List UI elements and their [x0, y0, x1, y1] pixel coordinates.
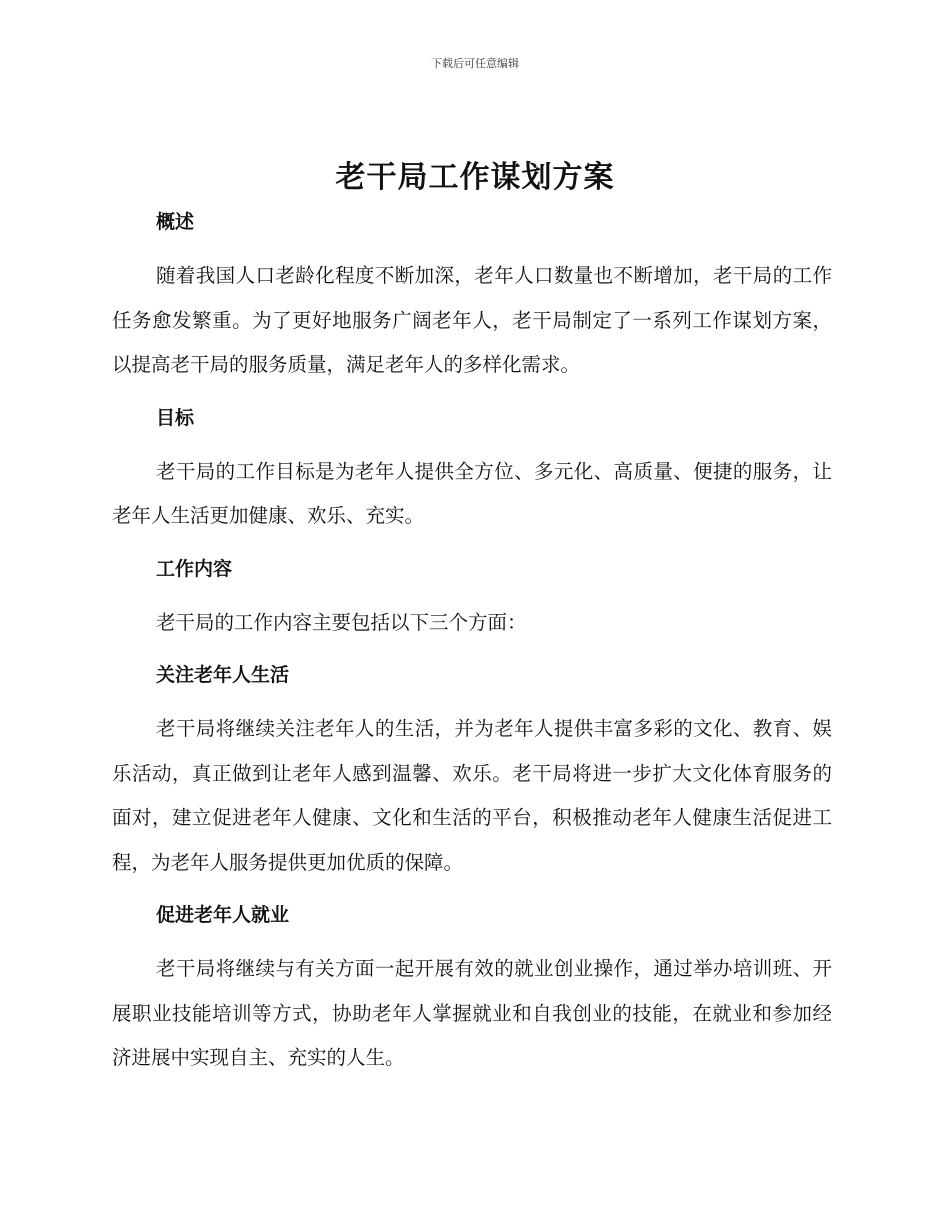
section-heading-goal: 目标 [156, 406, 195, 429]
header-note: 下载后可任意编辑 [431, 57, 519, 70]
section-paragraph-employment: 老干局将继续与有关方面一起开展有效的就业创业操作，通过举办培训班、开展职业技能培训等方式，协助老年人掌握就业和自我创业的技能，在就业和参加经济进展中实现自主、充实的人生。 [112, 957, 832, 1069]
document-body [112, 198, 832, 1087]
section-paragraph-goal: 老干局的工作目标是为老年人提供全方位、多元化、高质量、便捷的服务，让老年人生活更加健康、欢乐、充实。 [112, 459, 832, 527]
section-paragraph-work-content: 老干局的工作内容主要包括以下三个方面： [156, 610, 527, 634]
section-paragraph-overview: 随着我国人口老龄化程度不断加深，老年人口数量也不断增加，老干局的工作任务愈发繁重。为了更好地服务广阔老年人，老干局制定了一系列工作谋划方案，以提高老干局的服务质量，满足老年人的多样化需求。 [112, 264, 832, 376]
section-paragraph-care-life: 老干局将继续关注老年人的生活，并为老年人提供丰富多彩的文化、教育、娱乐活动，真正做到让老年人感到温馨、欢乐。老干局将进一步扩大文化体育服务的面对，建立促进老年人健康、文化和生活的平台，积极推动老年人健康生活促进工程，为老年人服务提供更加优质的保障。 [112, 717, 832, 874]
section-heading-work-content: 工作内容 [156, 557, 233, 580]
document-title: 老干局工作谋划方案 [335, 160, 615, 195]
section-heading-care-life: 关注老年人生活 [156, 664, 290, 686]
section-heading-employment: 促进老年人就业 [156, 904, 290, 926]
section-heading-overview: 概述 [156, 211, 195, 233]
